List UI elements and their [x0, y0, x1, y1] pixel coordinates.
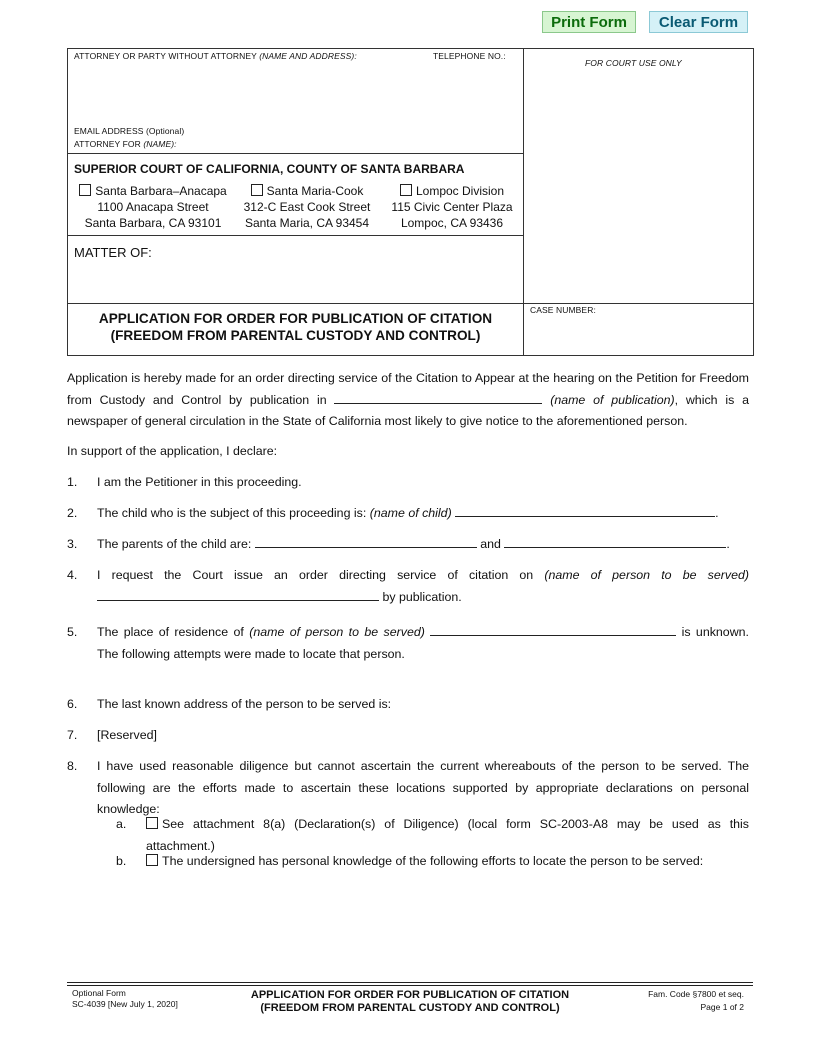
case-number-label: CASE NUMBER: [530, 305, 596, 315]
footer-title: APPLICATION FOR ORDER FOR PUBLICATION OF CITATION (FREEDOM FROM PARENTAL CUSTODY AND CONTROL) [250, 989, 570, 1014]
location-santa-barbara: Santa Barbara–Anacapa 1100 Anacapa Street Santa Barbara, CA 93101 [74, 183, 232, 231]
email-label: EMAIL ADDRESS (Optional) [74, 126, 185, 136]
person-served-blank[interactable] [97, 588, 379, 601]
item-7: [Reserved] [97, 728, 157, 742]
item-5: The place of residence of (name of person to be served) is unknown. The following attempts were made to locate that person. [97, 625, 749, 661]
footer-rule [67, 985, 753, 986]
footer-rule [67, 982, 753, 983]
item-number: 1. [67, 475, 78, 489]
checkbox[interactable] [79, 184, 91, 196]
item-8: I have used reasonable diligence but cannot ascertain the current whereabouts of the person to be served. The following are the efforts made to ascertain these locations supported by appropriate declarations on personal knowledge: [97, 759, 749, 816]
divider [67, 235, 524, 236]
item-2: The child who is the subject of this proceeding is: (name of child) . [97, 506, 719, 520]
telephone-label: TELEPHONE NO.: [433, 51, 506, 61]
print-form-button[interactable]: Print Form [542, 11, 636, 33]
checkbox[interactable] [251, 184, 263, 196]
attorney-input[interactable] [70, 62, 520, 120]
item-number: 5. [67, 625, 78, 639]
checkbox[interactable] [146, 817, 158, 829]
item-number: 3. [67, 537, 78, 551]
item-number: 2. [67, 506, 78, 520]
location-lompoc: Lompoc Division 115 Civic Center Plaza Lompoc, CA 93436 [391, 184, 513, 230]
clear-form-button[interactable]: Clear Form [649, 11, 748, 33]
matter-of-label: MATTER OF: [74, 245, 152, 260]
parent-2-blank[interactable] [504, 535, 726, 548]
publication-blank[interactable] [334, 391, 542, 404]
attorney-label: ATTORNEY OR PARTY WITHOUT ATTORNEY (NAME AND ADDRESS): [74, 51, 357, 61]
caption-title: APPLICATION FOR ORDER FOR PUBLICATION OF CITATION (FREEDOM FROM PARENTAL CUSTODY AND CONTROL) [98, 311, 493, 343]
item-3: The parents of the child are: and . [97, 537, 730, 551]
item-number: 4. [67, 568, 78, 582]
child-name-blank[interactable] [455, 504, 715, 517]
checkbox[interactable] [400, 184, 412, 196]
parent-1-blank[interactable] [255, 535, 477, 548]
item-8b: The undersigned has personal knowledge of the following efforts to locate the person to be served: [146, 851, 749, 873]
item-8a: See attachment 8(a) (Declaration(s) of Diligence) (local form SC-2003-A8 may be used as this attachment.) [146, 817, 749, 853]
court-use-label: FOR COURT USE ONLY [585, 58, 682, 68]
checkbox[interactable] [146, 854, 158, 866]
footer-left: Optional Form SC-4039 [New July 1, 2020] [72, 988, 178, 1009]
caption-divider [523, 48, 524, 356]
item-number: 8. [67, 759, 78, 773]
location-santa-maria: Santa Maria-Cook 312-C East Cook Street Santa Maria, CA 93454 [243, 184, 371, 230]
court-name: SUPERIOR COURT OF CALIFORNIA, COUNTY OF SANTA BARBARA [74, 162, 465, 176]
item-1: I am the Petitioner in this proceeding. [97, 475, 302, 489]
item-8a-label: a. [116, 817, 127, 831]
divider [67, 153, 524, 154]
item-number: 6. [67, 697, 78, 711]
declare-line: In support of the application, I declare: [67, 444, 278, 458]
residence-person-blank[interactable] [430, 623, 676, 636]
footer-right: Fam. Code §7800 et seq. Page 1 of 2 [648, 989, 744, 1012]
item-6: The last known address of the person to be served is: [97, 697, 392, 711]
item-8b-label: b. [116, 854, 127, 868]
item-4: I request the Court issue an order directing service of citation on (name of person to be served) by publication. [97, 568, 749, 604]
intro-paragraph: Application is hereby made for an order directing service of the Citation to Appear at the hearing on the Petition for Freedom from Custody and Control by publication in (name of publication), which is a newspaper of general circulation in the State of California most likely to give notice to the aforementioned person. [67, 371, 749, 428]
item-number: 7. [67, 728, 78, 742]
divider [67, 303, 754, 304]
attorney-for-label: ATTORNEY FOR (NAME): [74, 139, 177, 149]
